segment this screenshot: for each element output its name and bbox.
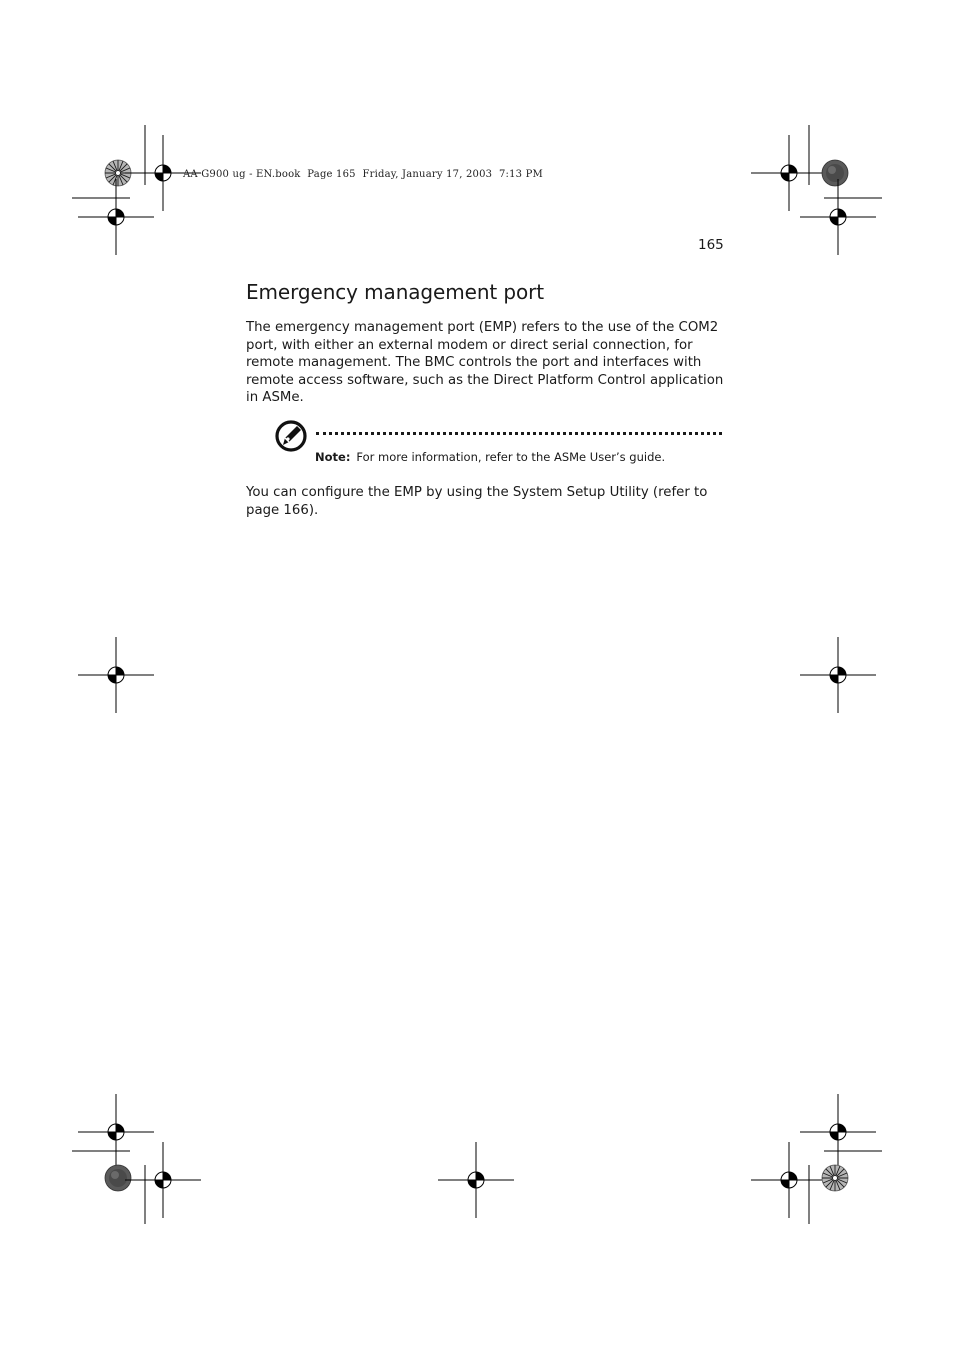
note xyxy=(315,450,665,464)
note-text: For more information, refer to the ASMe User’s guide. xyxy=(356,450,666,464)
body-paragraph: You can configure the EMP by using the System Setup Utility (refer to page 166). xyxy=(246,485,708,518)
print-slug: AA G900 ug - EN.book Page 165 Friday, January 17, 2003 7:13 PM xyxy=(183,169,543,180)
section-heading: Emergency management port xyxy=(246,280,544,304)
note-label: Note: xyxy=(315,450,351,464)
body-paragraph: The emergency management port (EMP) refers to the use of the COM2 port, with either an external modem or direct serial connection, for remote management. The BMC controls the port and interfaces with remote access software, such as the Direct Platform Control application in ASMe. xyxy=(246,320,724,406)
note-pencil-icon xyxy=(273,418,309,454)
note-divider xyxy=(316,432,722,435)
page-number: 165 xyxy=(698,237,724,253)
